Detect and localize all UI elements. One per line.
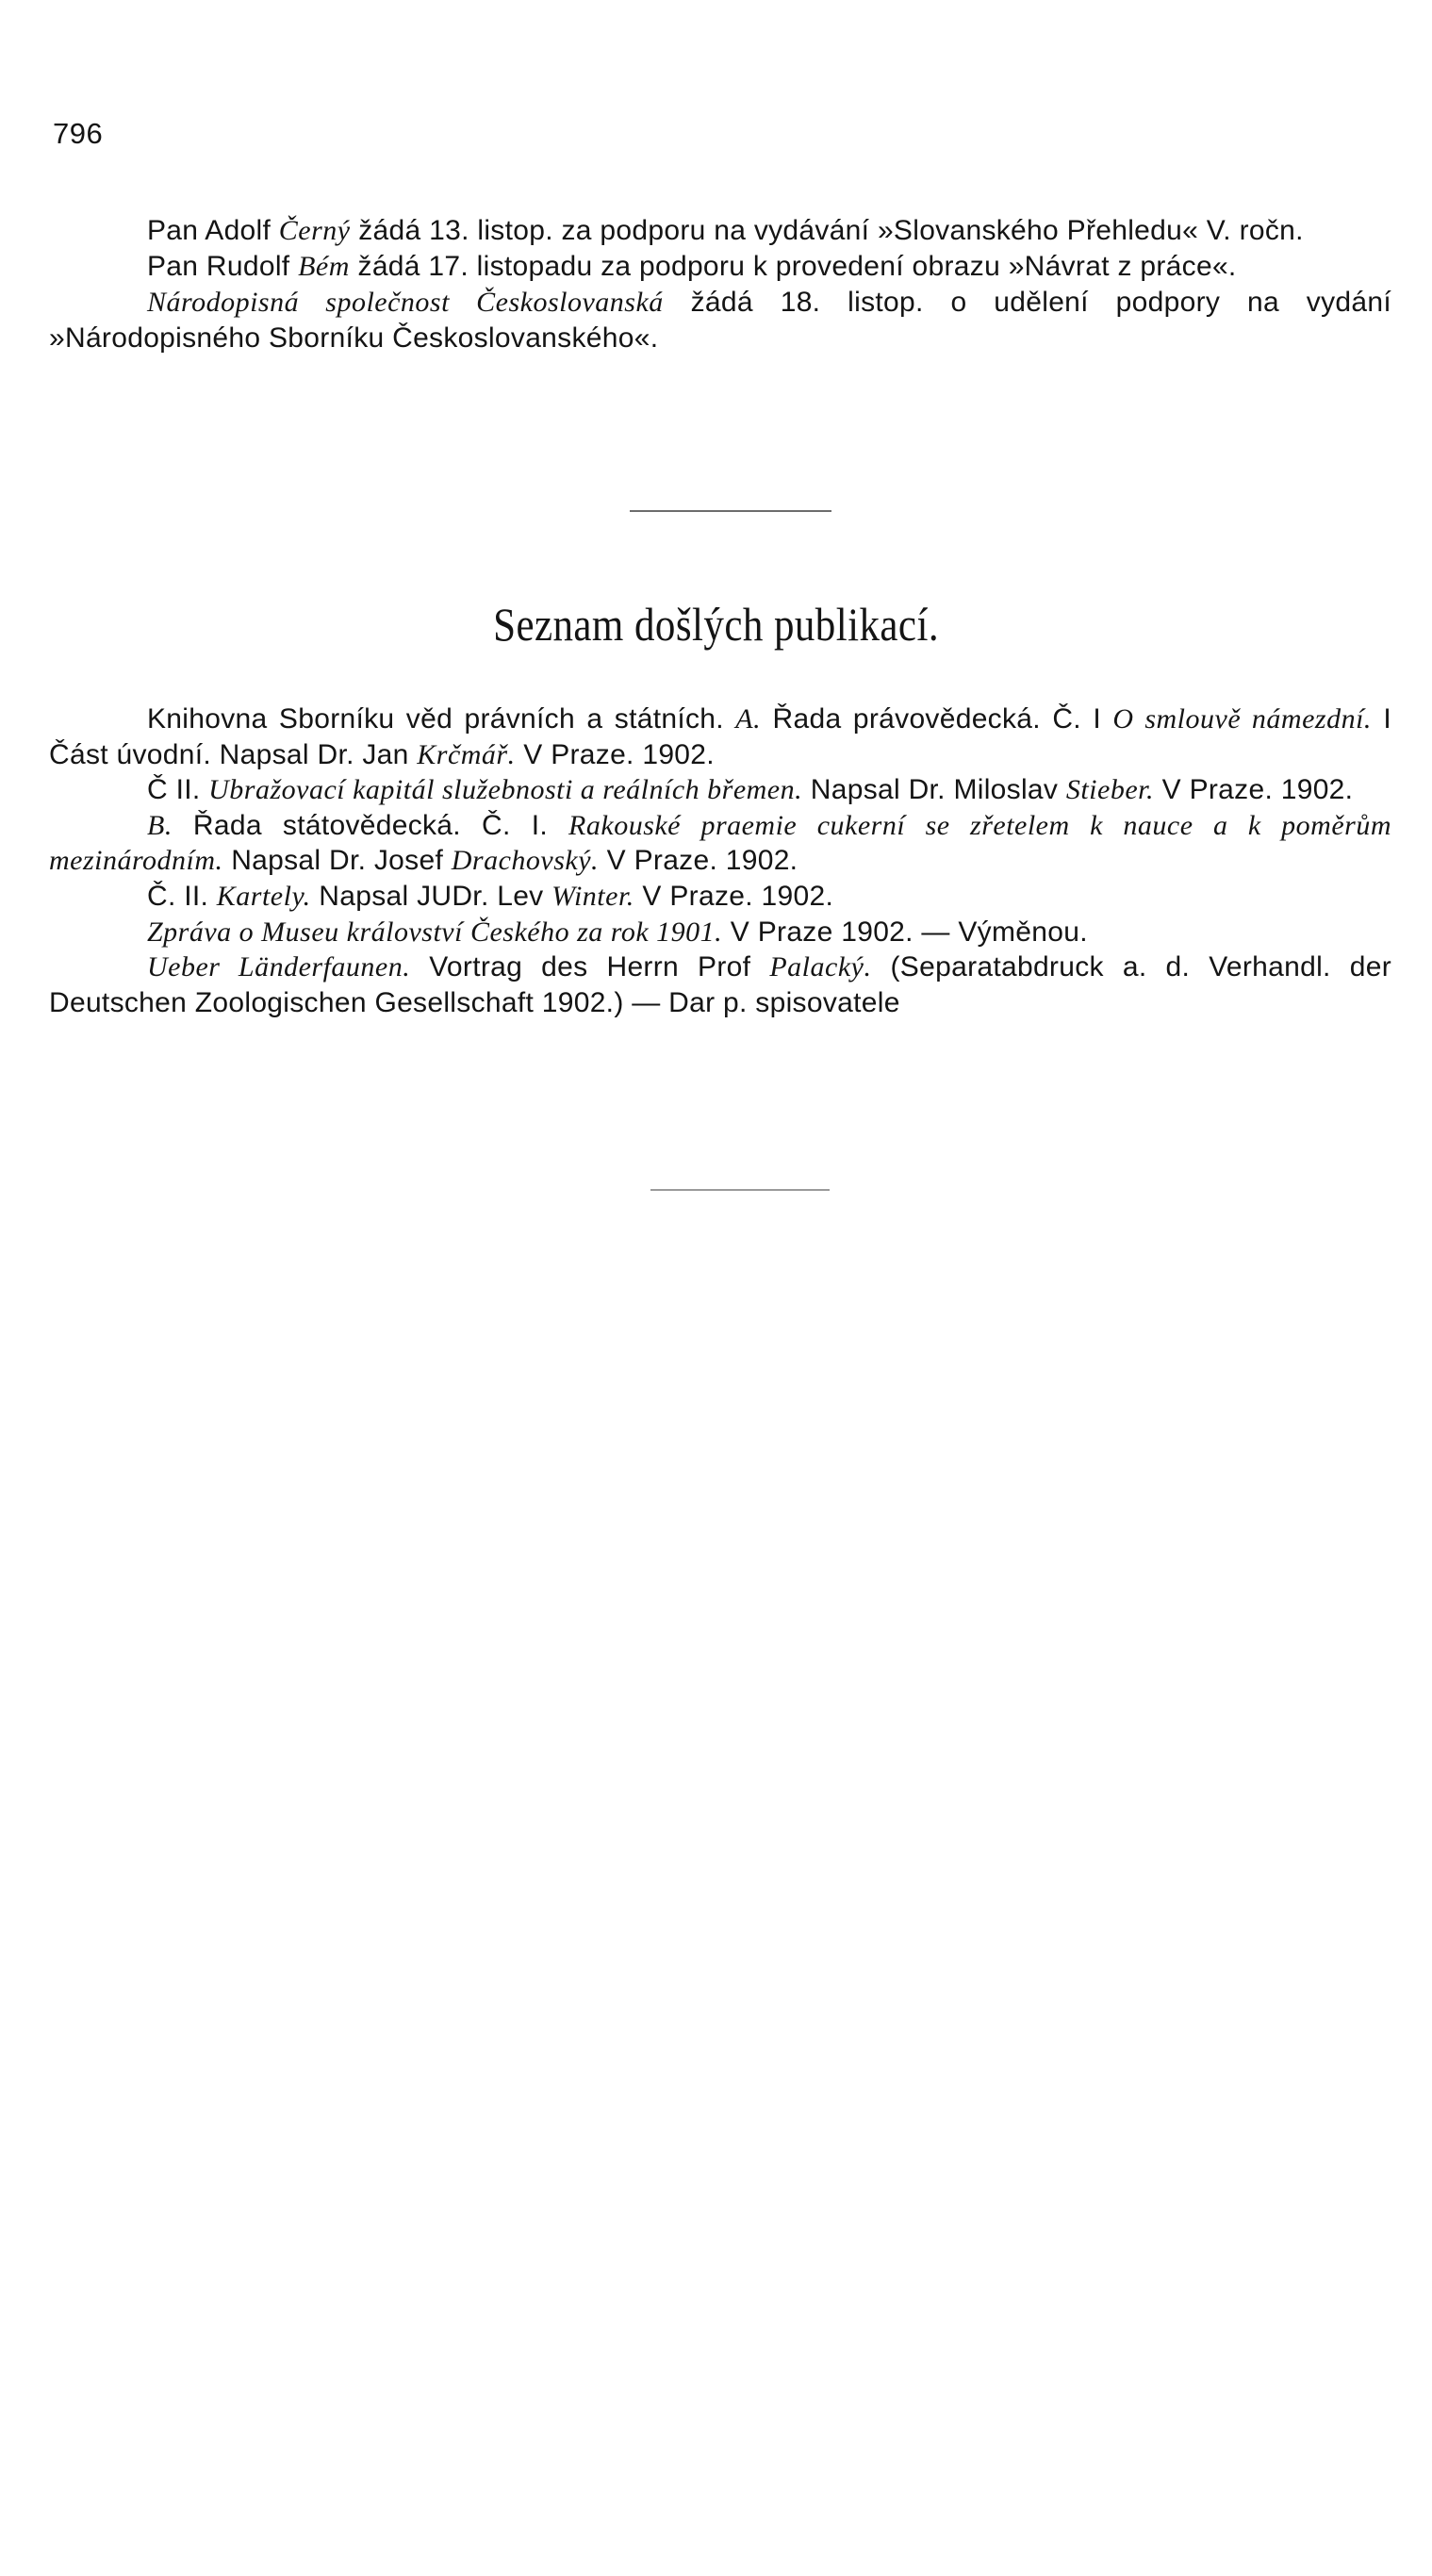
end-divider [650, 1189, 830, 1191]
section-divider [630, 510, 831, 512]
entry-text: I Část úvodní. Napsal Dr. Jan [49, 703, 1391, 770]
entry-text: (Separatabdruck a. d. Verhandl. der Deutschen Zoologischen Gesellschaft 1902.) — Dar p. spisovatele [49, 951, 1391, 1018]
applicant-name: Černý [278, 215, 351, 246]
entry-text: Řada právovědecká. Č. I [761, 703, 1113, 735]
request-text: Pan Rudolf [147, 251, 299, 282]
entry-italic-text: Kartely. [216, 880, 311, 912]
request-text: žádá 18. listop. o udělení podpory na vydání »Národopisného Sborníku Českoslovanského«. [49, 287, 1391, 354]
page-number: 796 [53, 117, 104, 150]
entry-italic-text: O smlouvě námezdní. [1112, 703, 1372, 735]
request-text: žádá 17. listopadu za podporu k provedení obrazu »Návrat z práce«. [349, 251, 1237, 282]
section-heading: Seznam došlých publikací. [493, 598, 940, 651]
entry-italic-text: Rakouské praemie cukerní se zřetelem k nauce a k poměrům mezinárodním. [49, 809, 1391, 877]
entry-text: V Praze. 1902. [515, 738, 715, 770]
entry-text: Vortrag des Herrn Prof [410, 951, 770, 983]
entry-text: V Praze. 1902. [599, 845, 798, 877]
entry-italic-text: B. [147, 809, 173, 841]
publications-list [49, 702, 1391, 1020]
entry-text: V Praze. 1902. [1154, 774, 1354, 806]
entry-italic-text: Krčmář. [417, 738, 516, 770]
publication-entry [49, 879, 1391, 915]
publication-entry [49, 949, 1391, 1020]
applicant-name: Národopisná společnost Českoslovanská [147, 287, 664, 318]
request-text: žádá 13. listop. za podporu na vydávání »Slovanského Přehledu« V. ročn. [350, 215, 1304, 246]
entry-text: Řada státovědecká. Č. I. [172, 809, 569, 841]
entry-text: V Praze. 1902. [634, 880, 834, 912]
publication-entry [49, 702, 1391, 772]
request-paragraph [49, 249, 1391, 285]
entry-italic-text: Ueber Länderfaunen. [147, 951, 411, 983]
publication-entry [49, 808, 1391, 879]
entry-italic-text: Stieber. [1065, 774, 1154, 806]
entry-text: Č II. [147, 774, 209, 806]
request-paragraph [49, 285, 1391, 356]
entry-text: Č. II. [147, 880, 217, 912]
request-paragraph [49, 213, 1391, 249]
applicant-name: Bém [298, 251, 350, 282]
entry-text: Knihovna Sborníku věd právních a státních. [147, 703, 736, 735]
entry-text: Napsal Dr. Josef [222, 845, 452, 877]
entry-italic-text: A. [735, 703, 762, 735]
entry-text: Napsal Dr. Miloslav [802, 774, 1066, 806]
request-text: Pan Adolf [147, 215, 279, 246]
entry-italic-text: Zpráva o Museu království Českého za rok 1901. [147, 916, 723, 948]
entry-text: Napsal JUDr. Lev [310, 880, 552, 912]
publication-entry [49, 772, 1391, 808]
publication-entry [49, 915, 1391, 950]
entry-italic-text: Ubražovací kapitál služebnosti a reálních břemen. [208, 774, 803, 806]
entry-text: V Praze 1902. — Výměnou. [722, 916, 1088, 948]
entry-italic-text: Drachovský. [451, 845, 600, 877]
entry-italic-text: Winter. [551, 880, 634, 912]
requests-section [49, 213, 1391, 356]
entry-italic-text: Palacký. [769, 951, 872, 983]
